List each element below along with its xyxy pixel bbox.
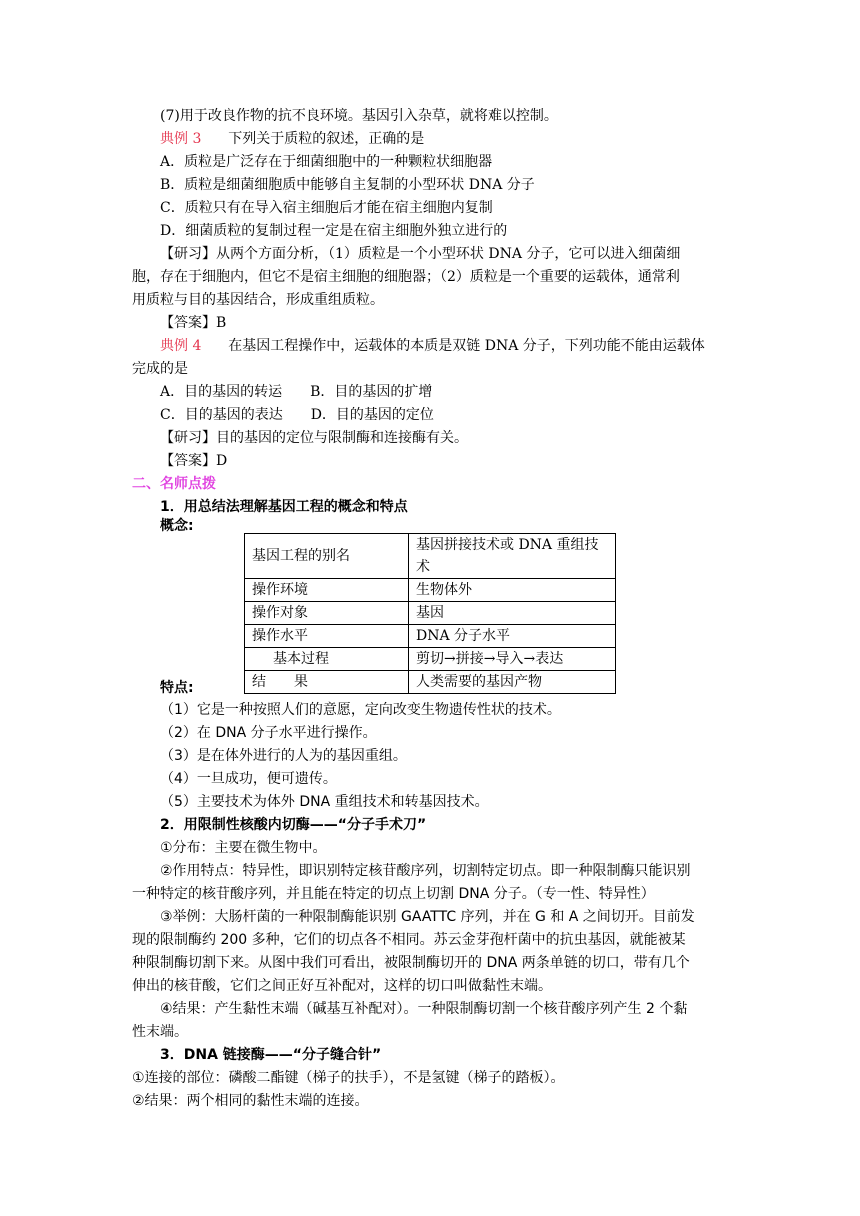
feature-item: （5）主要技术为体外 DNA 重组技术和转基因技术。	[160, 794, 489, 810]
answer-text: 【答案】B	[160, 315, 227, 331]
concept-term-cell: 操作水平	[245, 625, 409, 648]
option-c: C．质粒只有在导入宿主细胞后才能在宿主细胞内复制	[160, 200, 493, 216]
section-heading: 二、名师点拨	[132, 476, 216, 492]
concept-table-row	[245, 579, 616, 602]
concept-term-cell: 结 果	[245, 671, 409, 694]
features-label: 特点:	[160, 680, 194, 696]
paragraph-line: ③举例：大肠杆菌的一种限制酶能识别 GAATTC 序列，并在 G 和 A 之间切开。目前发	[160, 909, 695, 925]
example-4-question-cont: 完成的是	[132, 361, 188, 377]
concept-table-row	[245, 625, 616, 648]
text-line: (7)用于改良作物的抗不良环境。基因引入杂草，就将难以控制。	[160, 108, 558, 124]
option-b: B．质粒是细菌细胞质中能够自主复制的小型环状 DNA 分子	[160, 177, 535, 193]
concept-table-row	[245, 671, 616, 694]
concept-term-cell: 操作对象	[245, 602, 409, 625]
feature-item: （2）在 DNA 分子水平进行操作。	[160, 725, 377, 741]
paragraph-line: 伸出的核苷酸，它们之间正好互补配对，这样的切口叫做黏性末端。	[132, 978, 552, 994]
subheading-2: 2．用限制性核酸内切酶——“分子手术刀”	[160, 817, 427, 833]
paragraph-line: ①分布：主要在微生物中。	[160, 840, 327, 856]
paragraph-line: 性末端。	[132, 1024, 188, 1040]
analysis-text: 【研习】从两个方面分析，（1）质粒是一个小型环状 DNA 分子，它可以进入细菌细	[160, 246, 681, 262]
answer-text: 【答案】D	[160, 453, 228, 469]
concept-value-cell: DNA 分子水平	[409, 625, 616, 648]
paragraph-line: ④结果：产生黏性末端（碱基互补配对）。一种限制酶切割一个核苷酸序列产生 2 个黏	[160, 1001, 688, 1017]
feature-item: （1）它是一种按照人们的意愿，定向改变生物遗传性状的技术。	[160, 702, 561, 718]
concept-value-cell: 人类需要的基因产物	[409, 671, 616, 694]
concept-label: 概念:	[160, 518, 194, 534]
example-4-label: 典例 4	[160, 338, 202, 354]
example-3-question: 下列关于质粒的叙述，正确的是	[228, 131, 425, 147]
analysis-text: 胞，存在于细胞内，但它不是宿主细胞的细胞器；（2）质粒是一个重要的运载体，通常利	[132, 269, 680, 285]
feature-item: （3）是在体外进行的人为的基因重组。	[160, 748, 407, 764]
concept-table-row	[245, 602, 616, 625]
paragraph-line: ①连接的部位：磷酸二酯键（梯子的扶手），不是氢键（梯子的踏板）。	[132, 1070, 565, 1086]
paragraph-line: 现的限制酶约 200 多种，它们的切点各不相同。苏云金芽孢杆菌中的抗虫基因，就能被某	[132, 932, 686, 948]
concept-value-cell: 剪切→拼接→导入→表达	[409, 648, 616, 671]
concept-table-row	[245, 534, 616, 579]
analysis-text: 【研习】目的基因的定位与限制酶和连接酶有关。	[160, 430, 468, 446]
paragraph-line: 一种特定的核苷酸序列，并且能在特定的切点上切割 DNA 分子。（专一性、特异性）	[132, 886, 655, 902]
subheading-1: 1．用总结法理解基因工程的概念和特点	[160, 499, 408, 515]
example-3-label: 典例 3	[160, 131, 202, 147]
feature-item: （4）一旦成功，便可遗传。	[160, 771, 337, 787]
paragraph-line: ②作用特点：特异性，即识别特定核苷酸序列，切割特定切点。即一种限制酶只能识别	[160, 863, 691, 879]
paragraph-line: 种限制酶切割下来。从图中我们可看出，被限制酶切开的 DNA 两条单链的切口，带有几个	[132, 955, 690, 971]
concept-value-cell: 生物体外	[409, 579, 616, 602]
paragraph-line: ②结果：两个相同的黏性末端的连接。	[132, 1093, 369, 1109]
option-a: A．质粒是广泛存在于细菌细胞中的一种颗粒状细胞器	[160, 154, 493, 170]
concept-table	[244, 533, 616, 694]
option-d: D．细菌质粒的复制过程一定是在宿主细胞外独立进行的	[160, 223, 508, 239]
concept-value-cell: 基因拼接技术或 DNA 重组技术	[409, 534, 616, 579]
concept-term-cell: 基本过程	[245, 648, 409, 671]
concept-term-cell: 操作环境	[245, 579, 409, 602]
concept-term-cell: 基因工程的别名	[245, 534, 409, 579]
option-ab: A．目的基因的转运 B．目的基因的扩增	[160, 384, 433, 400]
example-4-header	[160, 336, 705, 356]
subheading-3: 3．DNA 链接酶——“分子缝合针”	[160, 1047, 382, 1063]
example-3-header	[160, 129, 424, 149]
option-cd: C．目的基因的表达 D．目的基因的定位	[160, 407, 434, 423]
analysis-text: 用质粒与目的基因结合，形成重组质粒。	[132, 292, 384, 308]
example-4-question: 在基因工程操作中，运载体的本质是双链 DNA 分子，下列功能不能由运载体	[228, 338, 705, 354]
concept-value-cell: 基因	[409, 602, 616, 625]
concept-table-row	[245, 648, 616, 671]
